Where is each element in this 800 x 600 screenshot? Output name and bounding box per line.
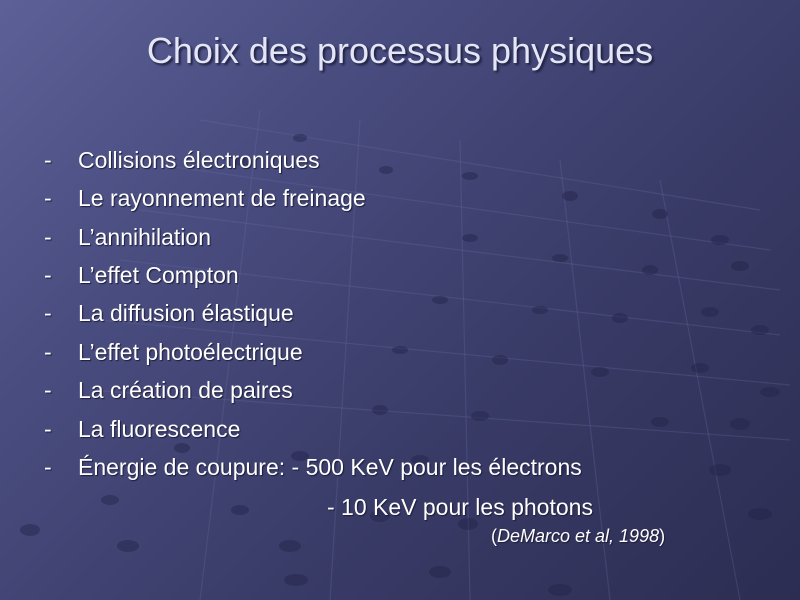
bullet-dash: -: [44, 416, 52, 442]
bullet-dash: -: [44, 262, 52, 288]
bullet-item: [44, 145, 320, 175]
bullet-item: [44, 375, 293, 405]
slide-title: Choix des processus physiques: [146, 30, 654, 71]
bullet-text: L’effet Compton: [78, 262, 239, 288]
bullet-item: [44, 337, 303, 367]
citation: [491, 524, 665, 548]
bullet-text: Le rayonnement de freinage: [78, 185, 366, 211]
citation-text: DeMarco et al, 1998: [497, 526, 660, 546]
bullet-text: La création de paires: [78, 377, 293, 403]
bullet-text: Collisions électroniques: [78, 147, 320, 173]
bullet-dash: -: [44, 300, 52, 326]
bullet-text: La diffusion élastique: [78, 300, 294, 326]
bullet-item: [44, 452, 582, 482]
bullet-continuation: - 10 KeV pour les photons: [327, 494, 593, 520]
bullet-dash: -: [44, 339, 52, 365]
bullet-text: L’annihilation: [78, 224, 212, 250]
bullet-dash: -: [44, 454, 52, 480]
bullet-text: L’effet photoélectrique: [78, 339, 303, 365]
bullet-dash: -: [44, 224, 52, 250]
bullet-item: [44, 414, 240, 444]
bullet-dash: -: [44, 377, 52, 403]
bullet-item: [44, 222, 211, 252]
bullet-dash: -: [44, 185, 52, 211]
bullet-text: La fluorescence: [78, 416, 241, 442]
bullet-item: [44, 183, 366, 213]
citation-close-paren: ): [659, 526, 666, 546]
bullet-item: [44, 260, 239, 290]
bullet-text: Énergie de coupure: - 500 KeV pour les électrons: [78, 454, 582, 480]
citation-open-paren: (: [491, 526, 497, 546]
bullet-item: [44, 298, 294, 328]
bullet-dash: -: [44, 147, 52, 173]
